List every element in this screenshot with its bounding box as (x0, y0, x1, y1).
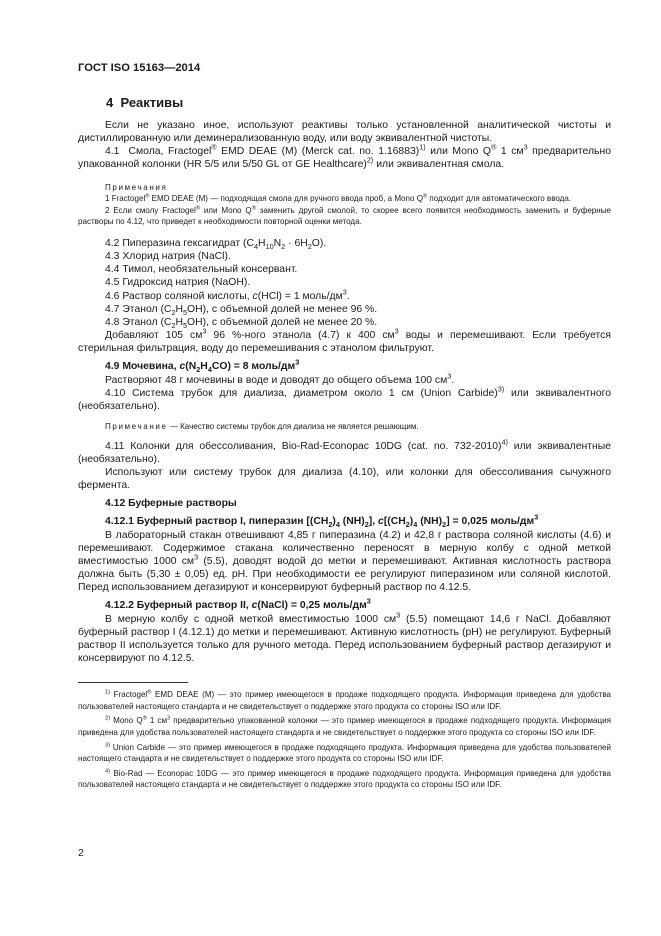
item-4-7: 4.7 Этанол $(C_2H_5OH)$, с объемной долей не менее 96 %. (105, 303, 378, 317)
footnote-2: $^{2)}$ Mono Q® 1 $см^3$ предварительно упакованной колонки — это пример имеющегося в продаже подходящего продукта. Информация приведена для удобства пользователей настоящего стандарта и не свидетельствует о поддержке этого продукта со стороны ISO или IDF. (78, 715, 611, 737)
ethanol-paragraph: Добавляют 105 $см^3$ 96 %-ного этанола (4.7) к 400 $см^3$ воды и перемешивают. Если требуется стерильная фильтрация, воду до перемешивания с этанолом фильтруют. (78, 326, 611, 355)
item-4-11: 4.11 Колонки для обессоливания, Bio-Rad-Econopac 10DG (cat. no. 732-2010)$^{4)}$ или эквивалентные (необязательно). (78, 437, 611, 465)
item-4-8: 4.8 Этанол $(C_2H_5OH)$, с объемной долей не менее 20 %. (105, 316, 378, 331)
item-4-12-heading: 4.12 Буферные растворы (105, 498, 237, 510)
item-4-3: 4.3 Хлорид натрия (NaCl). (105, 251, 231, 263)
page-number: 2 (78, 848, 84, 859)
urea-paragraph: Растворяют 48 г мочевины в воде и доводят до общего объема 100 $см^3$. (105, 371, 455, 386)
footnote-1: $^{1)}$ Fractogel® EMD DEAE (M) — это пример имеющегося в продаже подходящего продукта. Информация приведена для удобства пользователей настоящего стандарта и не свидетельствует о поддержке этого продукта со стороны ISO или IDF. (78, 689, 612, 711)
intro-paragraph: Если не указано иное, используют реактивы только установленной аналитической чистоты и дистиллированную или деминерализованную воду, или воду эквивалентной чистоты. (78, 120, 611, 145)
item-4-9: 4.9 Мочевина, $c(N_2H_4CO) = 8$ моль/$дм^3$ (105, 357, 300, 375)
section-title: Реактивы (120, 95, 184, 110)
item-4-4: 4.4 Тимол, необязательный консервант. (105, 264, 298, 276)
section-heading (106, 95, 611, 110)
item-4-5: 4.5 Гидроксид натрия (NaOH). (105, 277, 251, 289)
item-4-10: 4.10 Система трубок для диализа, диаметром около 1 см (Union Carbide)$^{3)}$ или эквивалентного (необязательно). (78, 384, 611, 412)
footnote-3: $^{3)}$ Union Carbide — это пример имеющегося в продаже подходящего продукта. Информация приведена для удобства пользователей настоящего стандарта и не свидетельствует о поддержке этого продукта со стороны ISO или IDF. (78, 741, 611, 764)
footnote-4: $^{4)}$ Bio-Rad — Econopac 10DG — это пример имеющегося в продаже подходящего продукта. Информация приведена для удобства пользователей настоящего стандарта и не свидетельствует о поддержке этого продукта со стороны ISO или IDF. (78, 768, 611, 790)
buffer-1-paragraph: В лабораторный стакан отвешивают 4,85 г пиперазина (4.2) и 42,8 г раствора соляной кислоты (4.6) и перемешивают. Содержимое стакана количественно переносят в мерную колбу с одной меткой вместимостью 1000 $см^3$ (5.5), доводят водой до метки и перемешивают. Активная кислотность раствора должна быть (5,30 ± 0,05) ед. pH. При необходимости ее регулируют пиперазином или соляной кислотой. Перед использованием дегазируют и консервируют буферный раствор по 4.12.5. (78, 529, 611, 594)
section-number: 4 (106, 95, 114, 110)
document-code: ГОСТ ISO 15163—2014 (78, 62, 201, 74)
buffer-2-paragraph: В мерную колбу с одной меткой вместимостью 1000 $см^3$ (5.5) помещают 14,6 г NaCl. Добавляют буферный раствор I (4.12.1) до метки и перемешивают. Активную кислотность (pH) не регулируют. Буферный раствор II используется только для ручного метода. Перед использованием буферный раствор дегазируют и консервируют по 4.12.5. (78, 610, 611, 664)
footnote-divider (78, 682, 188, 683)
desalting-paragraph: Используют или систему трубок для диализа (4.10), или колонки для обессоливания сычужного фермента. (78, 466, 611, 492)
notes-heading: Примечания (105, 182, 168, 192)
item-4-6: 4.6 Раствор соляной кислоты, c(HCl) = 1 моль/$дм^3$. (105, 287, 350, 302)
note-1: 1 Fractogel® EMD DEAE (M) — подходящая смола для ручного ввода проб, а Mono Q® подходит для автоматического ввода. (105, 193, 572, 204)
note-2: 2 Если смолу Fractogel® или Mono Q® заменить другой смолой, то скорее всего появится необходимость заменить и буферные растворы по 4.12, что приведет к необходимости повторной оценки метода. (78, 205, 611, 227)
item-4-12-1-heading: 4.12.1 Буферный раствор I, пиперазин [$(CH_2)_4$ $(NH)_2$], $c[(CH_2)_4$ $(NH)_2] = 0,025$ моль/$дм^3$ (105, 512, 539, 530)
item-4-2: 4.2 Пиперазина гексагидрат $(C_4H_{10}N_2 \cdot 6H_2O)$. (105, 238, 327, 252)
item-4-1: 4.1 Смола, Fractogel® EMD DEAE (M) (Merck cat. no. 1.16883)$^{1)}$ или Mono Q® 1 $см^3$ предварительно упакованной колонки (HR 5/5 или 5/50 GL от GE Healthcare)$^{2)}$ или эквивалентная смола. (78, 142, 611, 171)
item-4-12-2-heading: 4.12.2 Буферный раствор II, c(NaCl) = 0,25 моль/$дм^3$ (105, 596, 371, 612)
note-4-10: Примечание — Качество системы трубок для диализа не является решающим. (105, 422, 419, 432)
